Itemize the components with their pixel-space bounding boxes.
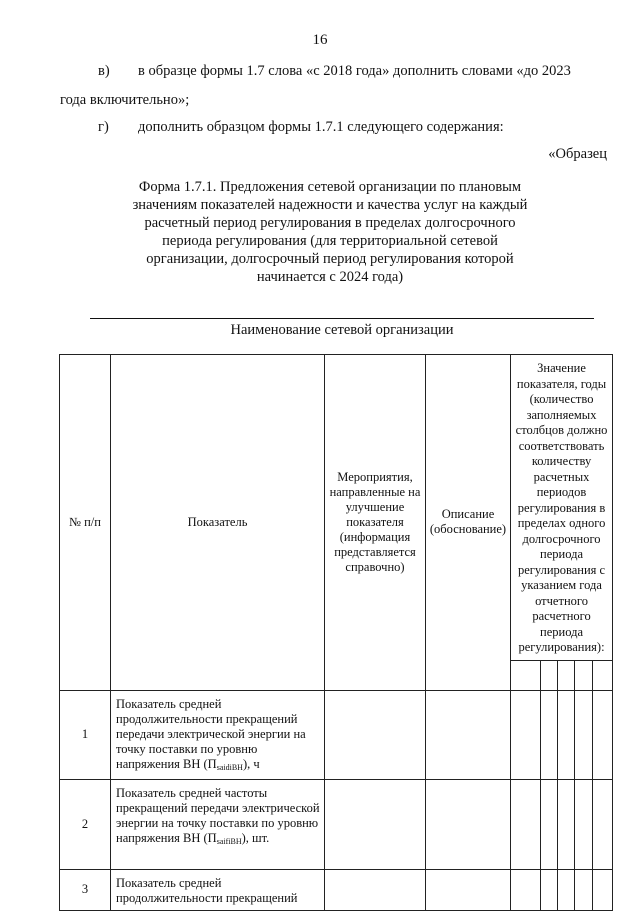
- form-title-line: значениям показателей надежности и качества услуг на каждый: [132, 197, 528, 213]
- row-description: [426, 869, 511, 910]
- form-title-line: периода регулирования (для территориальной сетевой: [162, 233, 498, 249]
- row-indicator-text: Показатель средней продолжительности прекращений передачи электрической энергии на точку поставки по уровню напряжения ВН (П: [116, 696, 306, 771]
- year-cell: [575, 660, 593, 690]
- paragraph-v-marker: в): [98, 63, 110, 79]
- obrazets-label: «Образец: [548, 146, 607, 162]
- row-value: [558, 869, 575, 910]
- row-measures: [325, 690, 426, 779]
- row-num: 3: [60, 869, 111, 910]
- row-measures: [325, 869, 426, 910]
- row-value: [558, 690, 575, 779]
- header-values: Значение показателя, годы (количество заполняемых столбцов должно соответствовать количеству расчетных периодов регулирования в пределах одного долгосрочного периода регулирования с указанием года отчетного расчетного периода регулирования):: [511, 355, 613, 661]
- row-value: [575, 690, 593, 779]
- paragraph-v-line1: [98, 62, 571, 80]
- paragraph-g-marker: г): [98, 119, 109, 135]
- form-title-line: расчетный период регулирования в пределах долгосрочного: [144, 215, 516, 231]
- page-number: 16: [312, 32, 328, 48]
- row-indicator-suffix: ), шт.: [241, 830, 270, 845]
- year-cell: [541, 660, 558, 690]
- year-cell: [511, 660, 541, 690]
- row-value: [541, 869, 558, 910]
- indicators-table: [59, 354, 613, 911]
- row-value: [575, 869, 593, 910]
- row-value: [575, 779, 593, 869]
- row-num: 1: [60, 690, 111, 779]
- paragraph-v-line2: года включительно»;: [60, 92, 190, 108]
- row-indicator-text: Показатель средней продолжительности прекращений: [116, 875, 298, 905]
- header-indicator: Показатель: [111, 355, 325, 691]
- row-indicator: [111, 869, 325, 910]
- row-indicator-sub: saidiВН: [216, 762, 243, 772]
- row-value: [511, 869, 541, 910]
- row-value: [541, 779, 558, 869]
- row-value: [541, 690, 558, 779]
- row-indicator-suffix: ), ч: [242, 756, 260, 771]
- row-indicator: [111, 690, 325, 779]
- form-title-line: организации, долгосрочный период регулирования которой: [146, 251, 514, 267]
- row-value: [511, 779, 541, 869]
- header-measures: Мероприятия, направленные на улучшение показателя (информация представляется справочно): [325, 355, 426, 691]
- row-num: 2: [60, 779, 111, 869]
- year-cell: [558, 660, 575, 690]
- paragraph-g: [98, 118, 504, 136]
- row-indicator: [111, 779, 325, 869]
- header-num: № п/п: [60, 355, 111, 691]
- row-value: [593, 869, 613, 910]
- row-measures: [325, 779, 426, 869]
- table-row: [60, 779, 613, 869]
- row-indicator-sub: saifiВН: [216, 836, 242, 846]
- form-title-line: Форма 1.7.1. Предложения сетевой организации по плановым: [138, 179, 522, 195]
- row-value: [558, 779, 575, 869]
- year-cell: [593, 660, 613, 690]
- form-title-line: начинается с 2024 года): [256, 269, 404, 285]
- paragraph-v-text: в образце формы 1.7 слова «с 2018 года» дополнить словами «до 2023: [138, 63, 571, 79]
- row-indicator-text: Показатель средней частоты прекращений передачи электрической энергии на точку поставки по уровню напряжения ВН (П: [116, 785, 320, 845]
- row-description: [426, 690, 511, 779]
- paragraph-g-text: дополнить образцом формы 1.7.1 следующего содержания:: [138, 119, 504, 135]
- form-title: [130, 178, 530, 286]
- row-value: [511, 690, 541, 779]
- table-row: [60, 869, 613, 910]
- row-value: [593, 690, 613, 779]
- org-name-underline: [90, 318, 594, 319]
- org-name-caption: Наименование сетевой организации: [230, 322, 454, 338]
- header-description: Описание (обоснование): [426, 355, 511, 691]
- row-value: [593, 779, 613, 869]
- table-row: [60, 690, 613, 779]
- row-description: [426, 779, 511, 869]
